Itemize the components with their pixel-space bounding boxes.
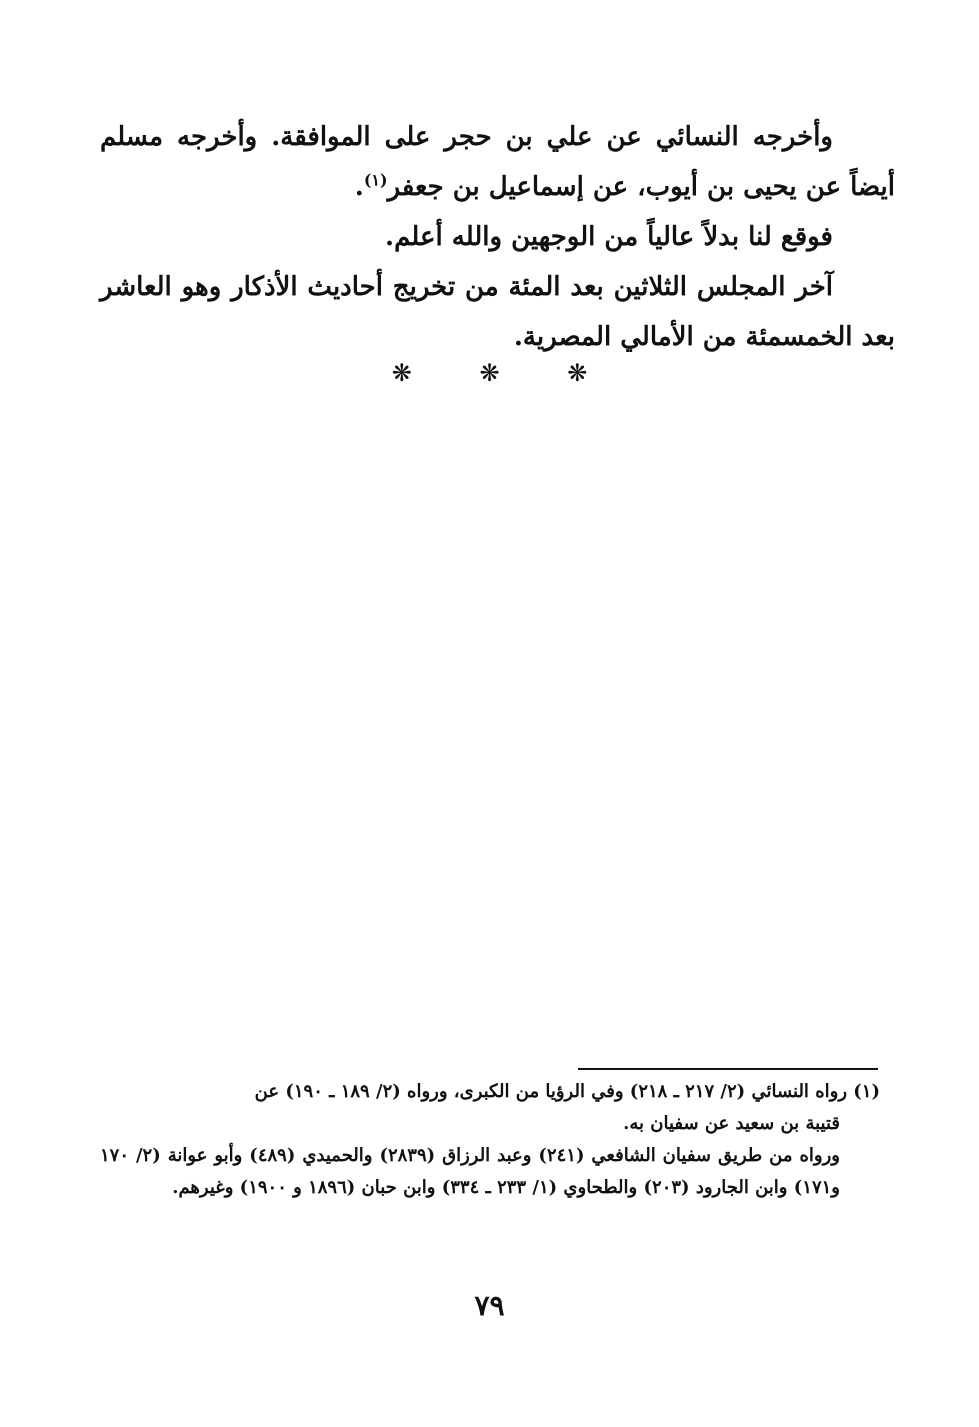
star-icon: ❋ — [479, 359, 500, 387]
section-separator — [0, 358, 979, 388]
footnote-1-paragraph-2: ورواه من طريق سفيان الشافعي (٢٤١) وعبد الرزاق (٢٨٣٩) والحميدي (٤٨٩) وأبو عوانة (٢/ ١٧٠ و١٧١) وابن الجارود (٢٠٣) والطحاوي (١/ ٢٣٣ ـ ٣٣٤) وابن حبان (١٨٩٦ و ١٩٠٠) وغيرهم. — [100, 1145, 840, 1198]
paragraph-3: آخر المجلس الثلاثين بعد المئة من تخريج أحاديث الأذكار وهو العاشر بعد الخمسمئة من الأمالي المصرية. — [100, 272, 895, 352]
footnote-divider — [578, 1068, 878, 1070]
paragraph-1 — [100, 112, 895, 212]
paragraph-1-text: وأخرجه النسائي عن علي بن حجر على الموافقة. وأخرجه مسلم أيضاً عن يحيى بن أيوب، عن إسماعيل بن جعفر — [100, 122, 895, 202]
main-text — [100, 112, 895, 362]
star-icon: ❋ — [567, 359, 588, 387]
paragraph-2: فوقع لنا بدلاً عالياً من الوجهين والله أعلم. — [385, 222, 833, 252]
footnotes — [100, 1076, 880, 1204]
star-icon: ❋ — [391, 359, 412, 387]
page-number: ٧٩ — [474, 1289, 505, 1322]
footnote-1-line-1: (١) رواه النسائي (٢/ ٢١٧ ـ ٢١٨) وفي الرؤيا من الكبرى، ورواه (٢/ ١٨٩ ـ ١٩٠) عن — [254, 1081, 880, 1102]
footnote-reference[interactable]: (١) — [363, 170, 388, 190]
paragraph-1-end: . — [354, 172, 364, 202]
footnote-1-line-2: قتيبة بن سعيد عن سفيان به. — [623, 1113, 840, 1134]
